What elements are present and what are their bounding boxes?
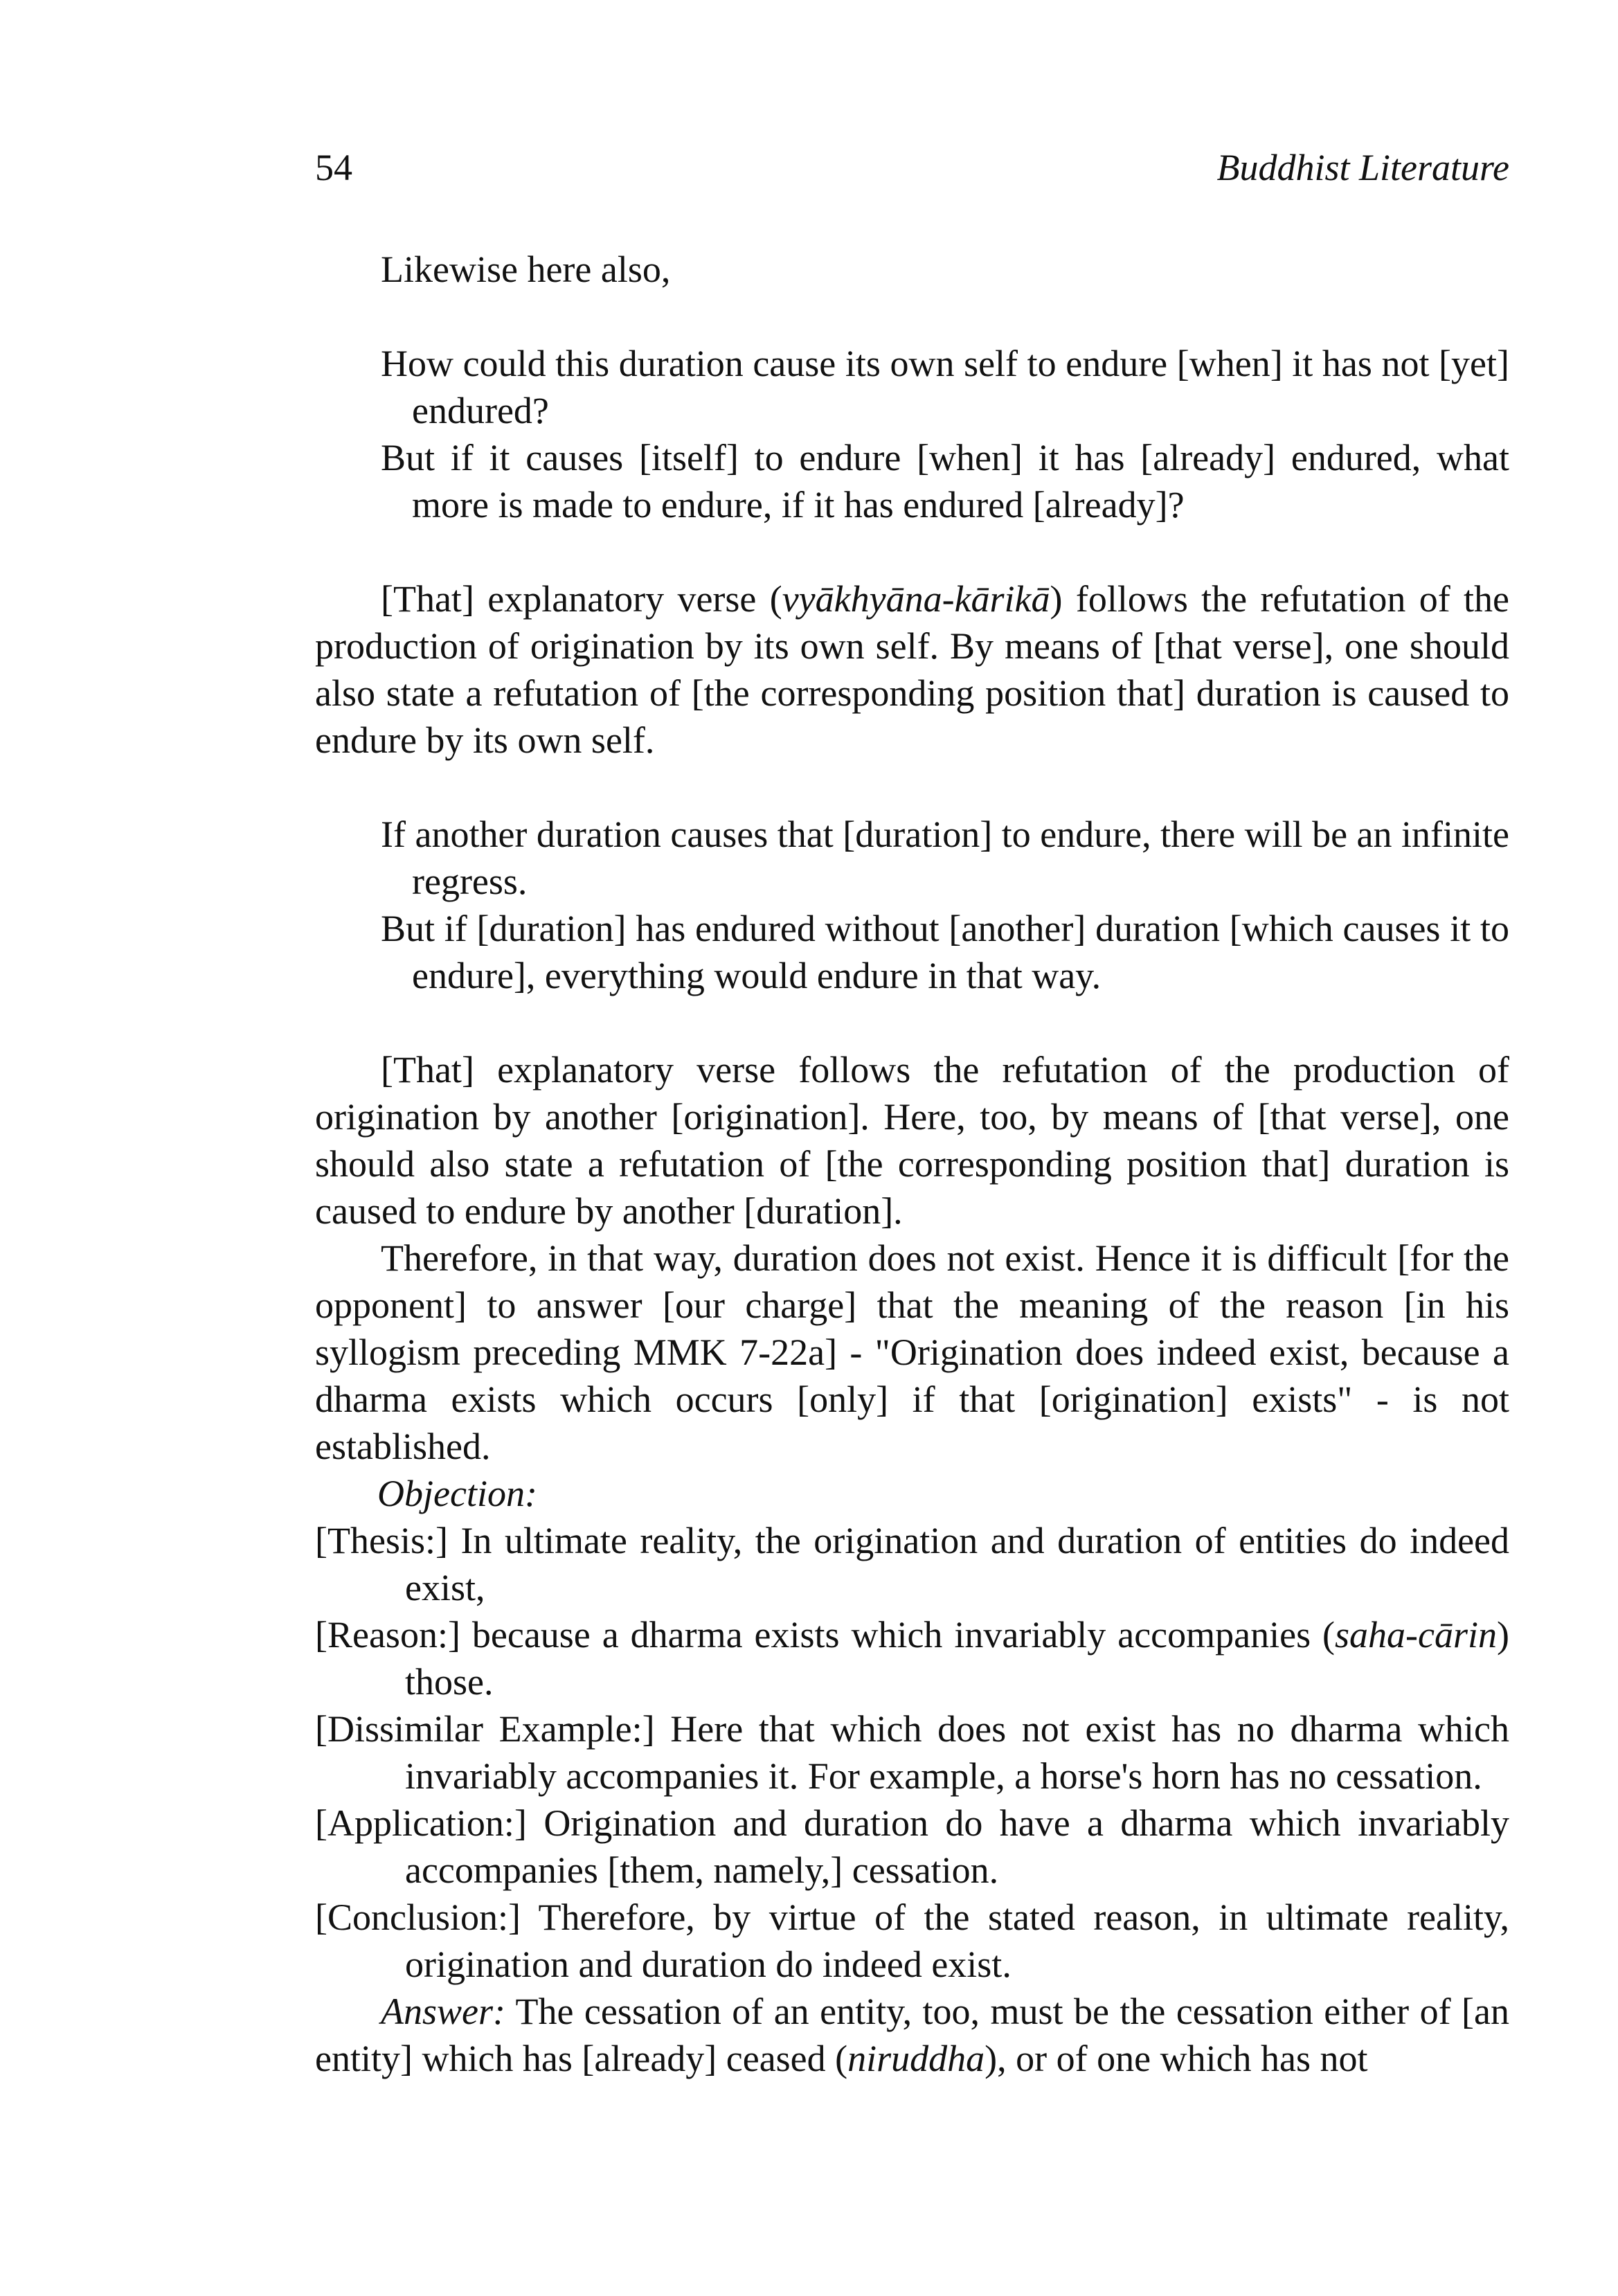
thesis-label: [Thesis:] — [315, 1520, 448, 1561]
paragraph-explanatory-2: [That] explanatory verse follows the refutation of the production of origination by another [origination]. Here, too, by means of [that verse], one should also state a refutation of [the corresponding position that] duration is caused to endure by another [duration]. — [315, 1049, 1509, 1232]
thesis-text: In ultimate reality, the origination and duration of entities do indeed exist, — [405, 1520, 1510, 1608]
answer-paragraph — [315, 1988, 1509, 2082]
syllogism-application — [315, 1800, 1509, 1894]
page-body — [315, 246, 1509, 2082]
application-label: [Application:] — [315, 1802, 527, 1844]
verse-1-line-2: But if it causes [itself] to endure [when] it has [already] endured, what more is made to endure, if it has endured [already]? — [381, 437, 1509, 526]
page-number: 54 — [315, 147, 352, 188]
syllogism-conclusion — [315, 1894, 1509, 1988]
reason-after: ) those. — [405, 1614, 1510, 1703]
example-label: [Dissimilar Example:] — [315, 1708, 655, 1750]
answer-label: Answer: — [381, 1991, 505, 2032]
sanskrit-term-saha-carin: saha-cārin — [1335, 1614, 1498, 1656]
paragraph-therefore: Therefore, in that way, duration does not exist. Hence it is difficult [for the opponent] to answer [our charge] that the meaning of the reason [in his syllogism preceding MMK 7-22a] - "Origination does indeed exist, because a dharma exists which occurs [only] if that [origination] exists" - is not established. — [315, 1237, 1509, 1467]
reason-label: [Reason:] — [315, 1614, 460, 1656]
syllogism-dissimilar-example — [315, 1705, 1509, 1800]
verse-2-line-2: But if [duration] has endured without [another] duration [which causes it to endure], everything would endure in that way. — [381, 908, 1509, 996]
syllogism-reason — [315, 1611, 1509, 1705]
sanskrit-term-vyakhyana-karika: vyākhyāna-kārikā — [782, 578, 1050, 620]
verse-2-line-1: If another duration causes that [duration] to endure, there will be an infinite regress. — [381, 814, 1509, 902]
answer-before: The cessation of an entity, too, must be the cessation either of [an entity] which has [already] ceased ( — [315, 1991, 1509, 2079]
verse-block-2 — [315, 811, 1509, 999]
verse-block-1 — [315, 340, 1509, 528]
application-text: Origination and duration do have a dharma which invariably accompanies [them, namely,] cessation. — [405, 1802, 1509, 1891]
intro-line: Likewise here also, — [381, 249, 671, 290]
verse-1-line-1: How could this duration cause its own self to endure [when] it has not [yet] endured? — [381, 343, 1509, 431]
example-text: Here that which does not exist has no dharma which invariably accompanies it. For example, a horse's horn has no cessation. — [405, 1708, 1510, 1797]
conclusion-label: [Conclusion:] — [315, 1896, 521, 1938]
para1-before: [That] explanatory verse ( — [381, 578, 782, 620]
conclusion-text: Therefore, by virtue of the stated reason, in ultimate reality, origination and duration do indeed exist. — [405, 1896, 1509, 1985]
reason-before: because a dharma exists which invariably accompanies ( — [471, 1614, 1336, 1656]
paragraph-explanatory-1 — [315, 575, 1509, 764]
sanskrit-term-niruddha: niruddha — [847, 2038, 985, 2079]
objection-heading: Objection: — [377, 1473, 537, 1514]
para1-after: ) follows the refutation of the production of origination by its own self. By means of [that verse], one should also state a refutation of [the corresponding position that] duration is caused to endure by its own self. — [315, 578, 1509, 761]
running-title: Buddhist Literature — [1216, 147, 1509, 188]
syllogism-thesis — [315, 1517, 1509, 1611]
answer-after: ), or of one which has not — [985, 2038, 1368, 2079]
